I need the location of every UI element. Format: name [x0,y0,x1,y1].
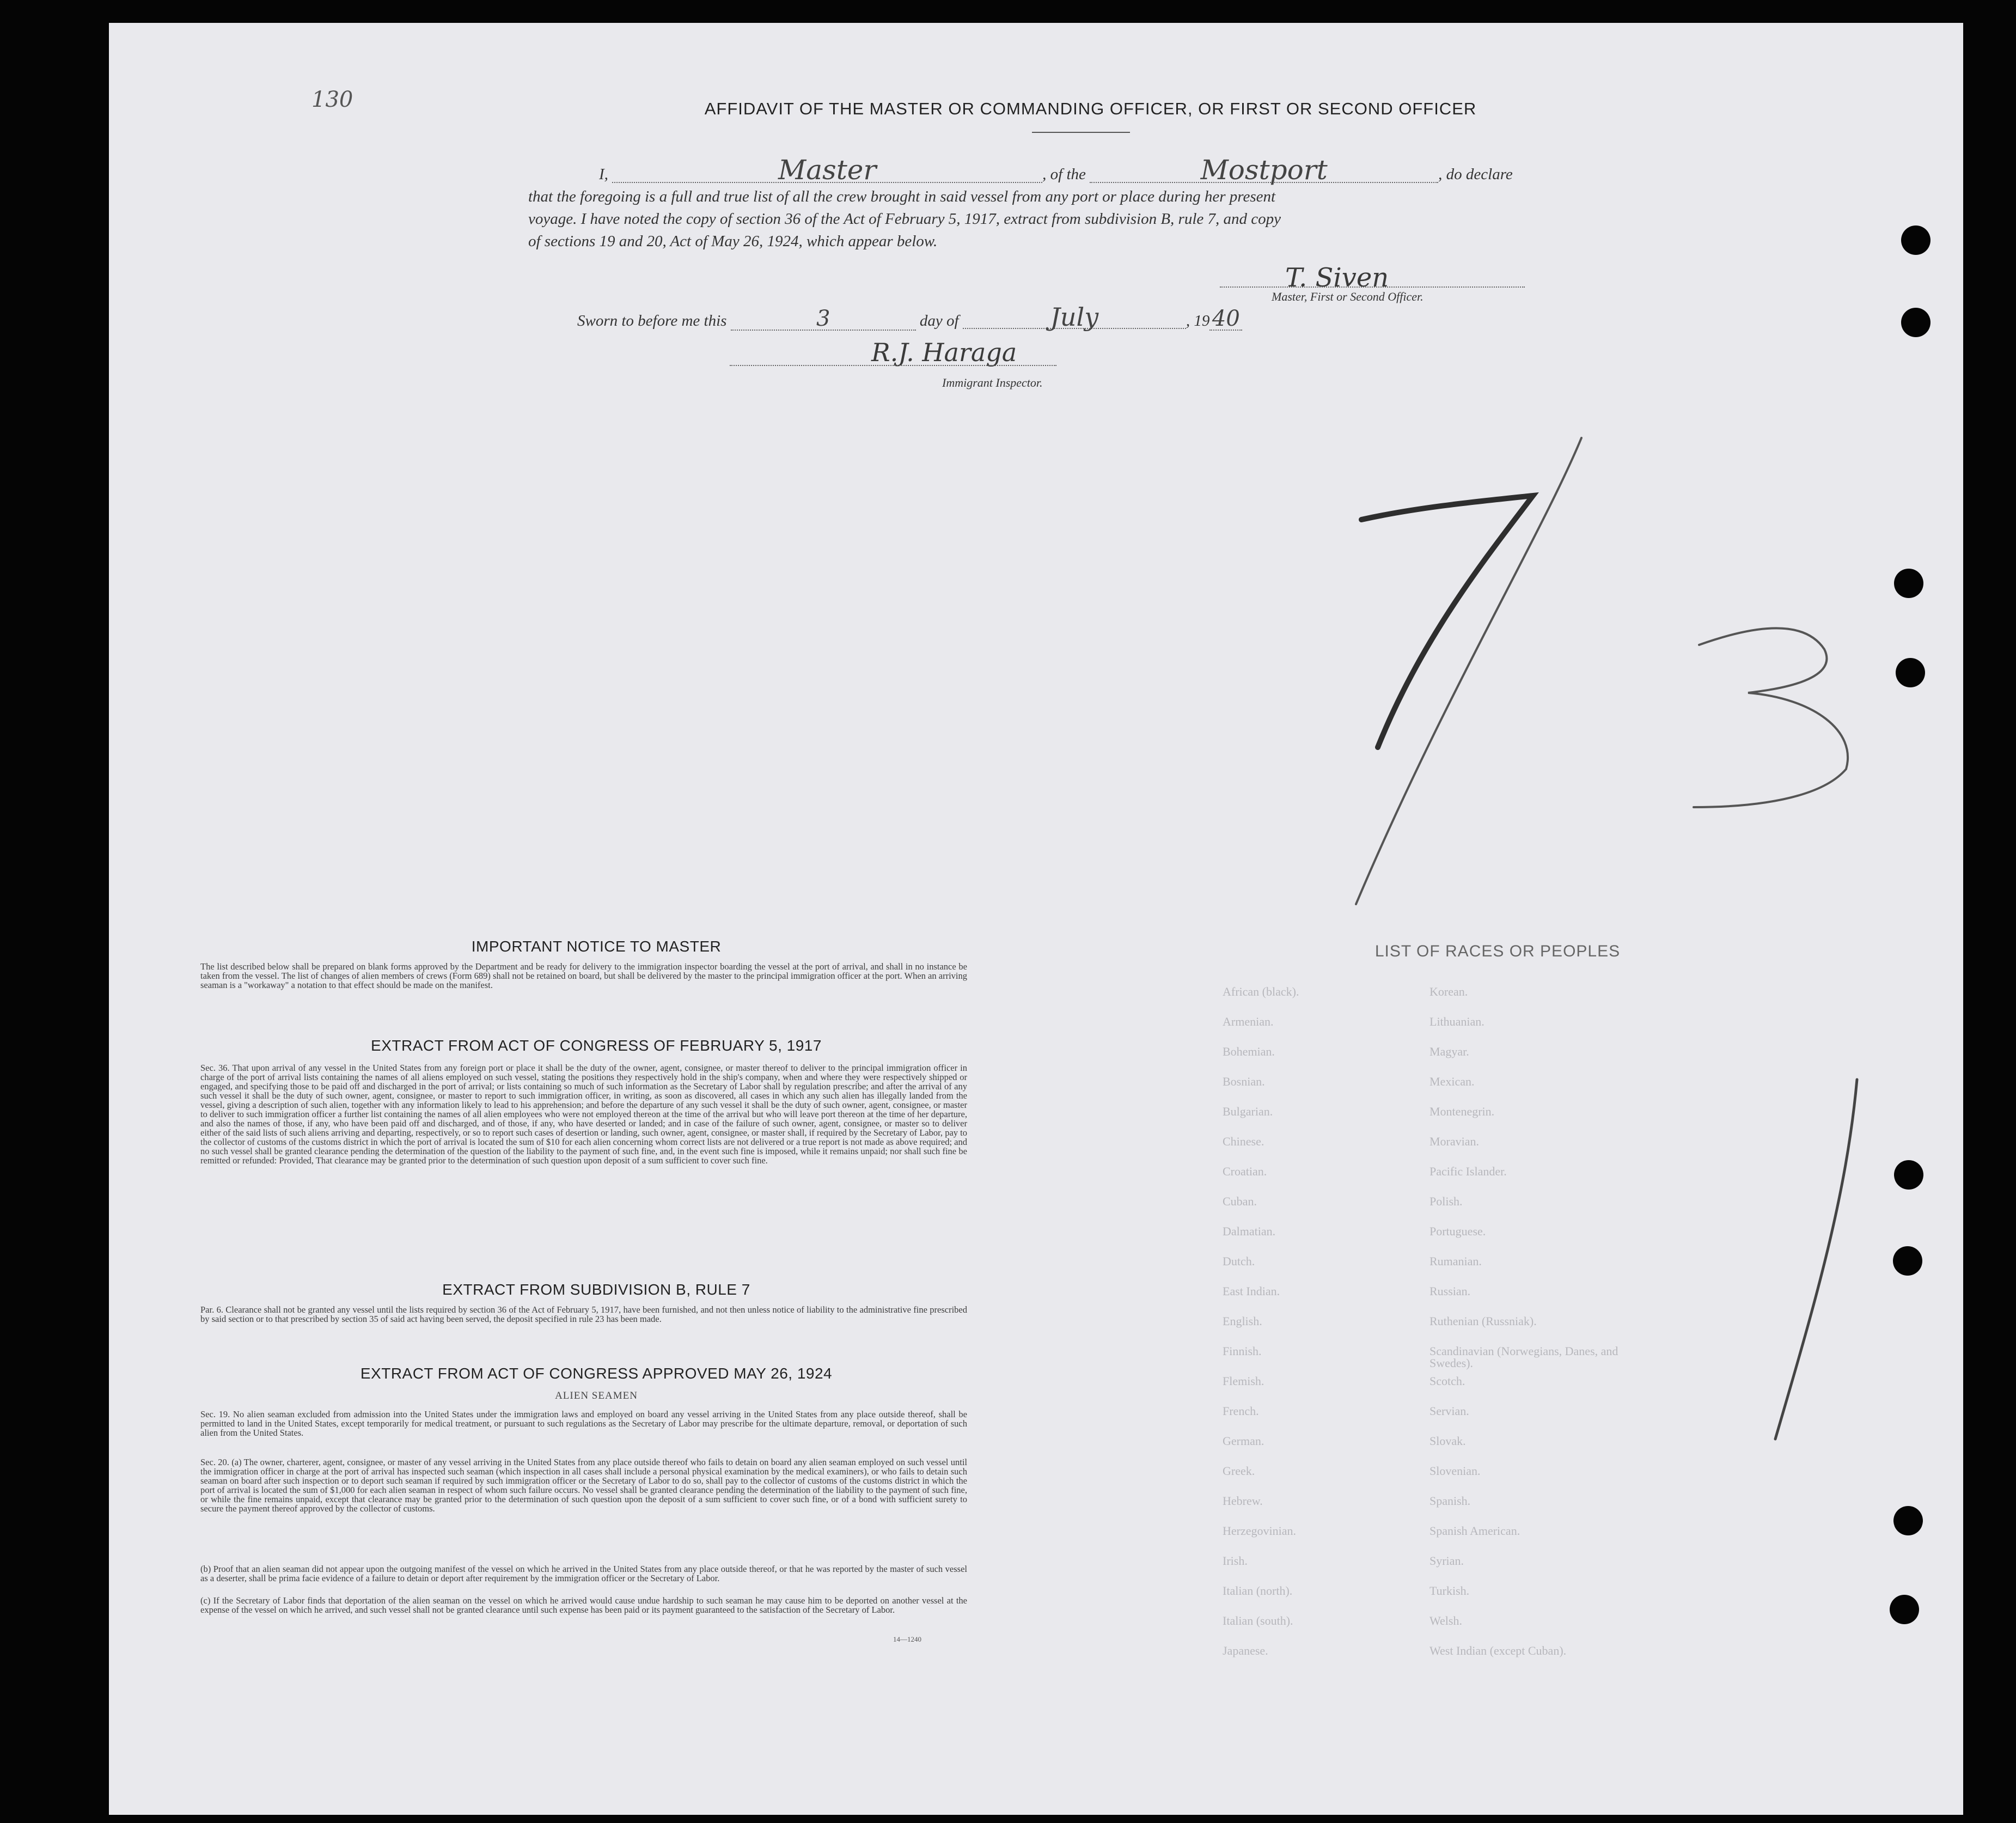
notice-title: IMPORTANT NOTICE TO MASTER [471,938,722,955]
rule7-title: EXTRACT FROM SUBDIVISION B, RULE 7 [442,1281,750,1298]
race-item: Bulgarian. [1223,1105,1273,1118]
affidavit-line2: that the foregoing is a full and true list of all the crew brought in said vessel from any port or place during her present [528,188,1276,205]
do-declare-label: , do declare [1438,166,1513,183]
binder-hole [1901,308,1931,337]
extract-1917-title: EXTRACT FROM ACT OF CONGRESS OF FEBRUARY 5, 1917 [371,1037,822,1054]
binder-hole [1893,1506,1923,1535]
race-item: Mexican. [1429,1075,1475,1088]
race-item: Dutch. [1223,1254,1255,1268]
sec19-body: Sec. 19. No alien seaman excluded from admission into the United States under the immigration laws and employed on board any vessel arriving in the United States from any place outside thereof, shall be permitted to land in the United States, except temporarily for medical treatment, or pursuant to such regulations as the Secretary of Labor may prescribe for the ultimate departure, removal, or deportation of such alien from the United States. [200,1409,967,1438]
pencil-slash-1 [1356,438,1581,904]
race-item: Irish. [1223,1554,1248,1568]
of-the-label: , of the [1042,166,1086,183]
binder-hole [1901,225,1931,255]
inspector-signature-line [730,365,1056,366]
sworn-day-field: 3 [731,308,916,331]
affidavit-title: AFFIDAVIT OF THE MASTER OR COMMANDING OFFICER, OR FIRST OR SECOND OFFICER [704,99,1477,118]
vessel-name-field: Mostport [1090,158,1438,183]
binder-hole [1896,658,1925,687]
race-item: Bohemian. [1223,1045,1275,1058]
title-divider [1032,132,1130,133]
binder-hole [1894,1160,1923,1190]
race-item: Ruthenian (Russniak). [1429,1314,1537,1328]
race-item: Pacific Islander. [1429,1164,1507,1178]
race-item: Magyar. [1429,1045,1469,1058]
affidavit-line3: voyage. I have noted the copy of section 36 of the Act of February 5, 1917, extract from subdivision B, rule 7, and copy [528,210,1281,228]
race-item: Dalmatian. [1223,1224,1276,1238]
corner-mark: 130 [311,87,353,112]
race-item: Syrian. [1429,1554,1464,1568]
pencil-marks [1280,393,1960,1755]
race-item: Hebrew. [1223,1494,1263,1508]
race-item: Croatian. [1223,1164,1267,1178]
master-signature: T. Siven [1285,263,1389,293]
inspector-signature: R.J. Haraga [871,338,1017,367]
race-item: Montenegrin. [1429,1105,1495,1118]
sworn-month-field: July [963,306,1186,329]
race-item: Cuban. [1223,1194,1257,1208]
race-item: Flemish. [1223,1374,1264,1388]
form-number: 14—1240 [893,1635,921,1643]
affidavit-line1 [583,154,1666,186]
race-item: East Indian. [1223,1284,1280,1298]
race-item: African (black). [1223,985,1299,998]
extract-1917-body: Sec. 36. That upon arrival of any vessel in the United States from any foreign port or place it shall be the duty of the owner, agent, consignee, or master thereof to deliver to the principal immigration officer in charge of the port of arrival lists containing the names of all aliens employed on such vessel, stating the positions they respectively hold in the ship's company, when and where they were respectively shipped or engaged, and specifying those to be paid off and discharged in the port of arrival; or lists containing so much of such information as the Secretary of Labor shall by regulation prescribe; and after the arrival of any such vessel it shall be the duty of such owner, agent, consignee, or master to report to such immigration officer, in writing, as soon as discovered, all cases in which any such alien has illegally landed from the vessel, giving a description of such alien, together with any information likely to lead to his apprehension; and before the departure of any such vessel it shall be the duty of such owner, agent, consignee, or master to deliver to such immigration officer a further list containing the names of all alien employees who were not employed thereon at the time of the arrival but who will leave port thereon at the time of her departure, and also the names of those, if any, who have been paid off and discharged, and of those, if any, who have deserted or landed; and in case of the failure of such owner, agent, consignee, or master so to deliver either of the said lists of such aliens arriving and departing, respectively, or so to report such cases of desertion or landing, such owner, agent, consignee, or master shall, if required by the Secretary of Labor, pay to the collector of customs of the customs district in which the port of arrival is located the sum of $10 for each alien concerning whom correct lists are not delivered or a true report is not made as above required; and no such vessel shall be granted clearance pending the determination of the question of the liability to the payment of such fine, and, in the event such fine is imposed, while it remains unpaid; nor shall such fine be remitted or refunded: Provided, That clearance may be granted prior to the determination of such question upon deposit of a sum sufficient to cover such fine. [200,1063,967,1166]
race-item: Welsh. [1429,1614,1462,1627]
sec20c-body: (c) If the Secretary of Labor finds that deportation of the alien seaman on the vessel on which he arrived would cause undue hardship to such seaman he may cause him to be deported on another vessel at the expense of the vessel on which he arrived, and such vessel shall not be granted clearance until such expense has been paid or its payment guaranteed to the satisfaction of the Secretary of Labor. [200,1595,967,1615]
race-item: Bosnian. [1223,1075,1265,1088]
races-title: LIST OF RACES OR PEOPLES [1374,942,1621,960]
form-page [109,23,1963,1815]
race-item: West Indian (except Cuban). [1429,1644,1567,1657]
binder-hole [1893,1246,1922,1276]
race-item: Korean. [1429,985,1468,998]
sec20a-body: Sec. 20. (a) The owner, charterer, agent, consignee, or master of any vessel arriving in the United States from any place outside thereof who fails to detain on board any alien seaman employed on such vessel until the immigration officer in charge at the port of arrival has inspected such seaman (which inspection in all cases shall include a personal physical examination by the medical examiners), or who fails to detain such seaman on board after such inspection or to deport such seaman if required by such immigration officer or the Secretary of Labor to do so, shall pay to the collector of customs of the customs district in which the port of arrival is located the sum of $1,000 for each alien seaman in respect of whom such failure occurs. No vessel shall be granted clearance pending the determination of the liability to the payment of such fine, or while the fine remains unpaid, except that clearance may be granted prior to the determination of such question upon the deposit of a sum sufficient to cover such fine, or of a bond with sufficient surety to secure the payment thereof approved by the collector of customs. [200,1457,967,1514]
race-item: German. [1223,1434,1264,1448]
inspector-caption: Immigrant Inspector. [942,376,1043,389]
sec20b-body: (b) Proof that an alien seaman did not appear upon the outgoing manifest of the vessel on which he arrived in the United States from any place outside thereof, or that he was reported by the master of such vessel as a deserter, shall be prima facie evidence of a failure to detain or deport after requirement by the immigration officer or the Secretary of Labor. [200,1564,967,1583]
race-item: Rumanian. [1429,1254,1482,1268]
binder-hole [1890,1595,1919,1624]
sworn-prefix: Sworn to before me this [577,312,727,330]
race-item: Russian. [1429,1284,1471,1298]
extract-1924-title: EXTRACT FROM ACT OF CONGRESS APPROVED MAY 26, 1924 [360,1365,833,1382]
race-item: Turkish. [1429,1584,1470,1598]
race-item: Scandinavian (Norwegians, Danes, and Swedes). [1429,1344,1618,1370]
race-item: French. [1223,1404,1259,1418]
race-item: Spanish. [1429,1494,1471,1508]
year-prefix: , 19 [1186,312,1210,330]
race-item: Portuguese. [1429,1224,1486,1238]
race-item: Spanish American. [1429,1524,1520,1538]
race-item: Herzegovinian. [1223,1524,1296,1538]
pencil-slash-2 [1775,1080,1857,1439]
day-of-label: day of [919,312,959,330]
race-item: Slovenian. [1429,1464,1481,1478]
race-item: Greek. [1223,1464,1255,1478]
race-item: Lithuanian. [1429,1015,1484,1028]
sworn-line [577,302,1242,332]
race-item: Scotch. [1429,1374,1465,1388]
race-item: English. [1223,1314,1262,1328]
master-caption: Master, First or Second Officer. [1272,290,1424,303]
race-item: Armenian. [1223,1015,1274,1028]
race-item: Chinese. [1223,1135,1264,1148]
binder-hole [1894,569,1923,598]
race-item: Italian (south). [1223,1614,1293,1627]
race-item: Moravian. [1429,1135,1480,1148]
sworn-year-field: 40 [1209,308,1242,331]
notice-body: The list described below shall be prepared on blank forms approved by the Department and be ready for delivery to the immigration inspector boarding the vessel at the port of arrival, and shall in no instance be taken from the vessel. The list of changes of alien members of crews (Form 689) shall not be retained on board, but shall be delivered by the master to the principal immigration officer at the port. When an arriving seaman is a "workaway" a notation to that effect should be made on the manifest. [200,961,967,990]
race-item: Slovak. [1429,1434,1466,1448]
pencil-three [1694,628,1848,807]
alien-seamen-subtitle: ALIEN SEAMEN [555,1390,638,1401]
master-signature-line [1220,286,1525,288]
race-item: Italian (north). [1223,1584,1293,1598]
race-item: Finnish. [1223,1344,1262,1358]
race-item: Japanese. [1223,1644,1268,1657]
race-item: Polish. [1429,1194,1463,1208]
race-item: Servian. [1429,1404,1469,1418]
rule7-body: Par. 6. Clearance shall not be granted any vessel until the lists required by section 36 of the Act of February 5, 1917, have been furnished, and not then unless notice of liability to the administrative fine prescribed by said section or to that prescribed by section 35 of said act having been served, the deposit specified in rule 23 has been made. [200,1304,967,1324]
master-name-field: Master [612,158,1042,183]
line1-prefix: I, [599,166,608,183]
affidavit-line4: of sections 19 and 20, Act of May 26, 1924, which appear below. [528,233,938,250]
